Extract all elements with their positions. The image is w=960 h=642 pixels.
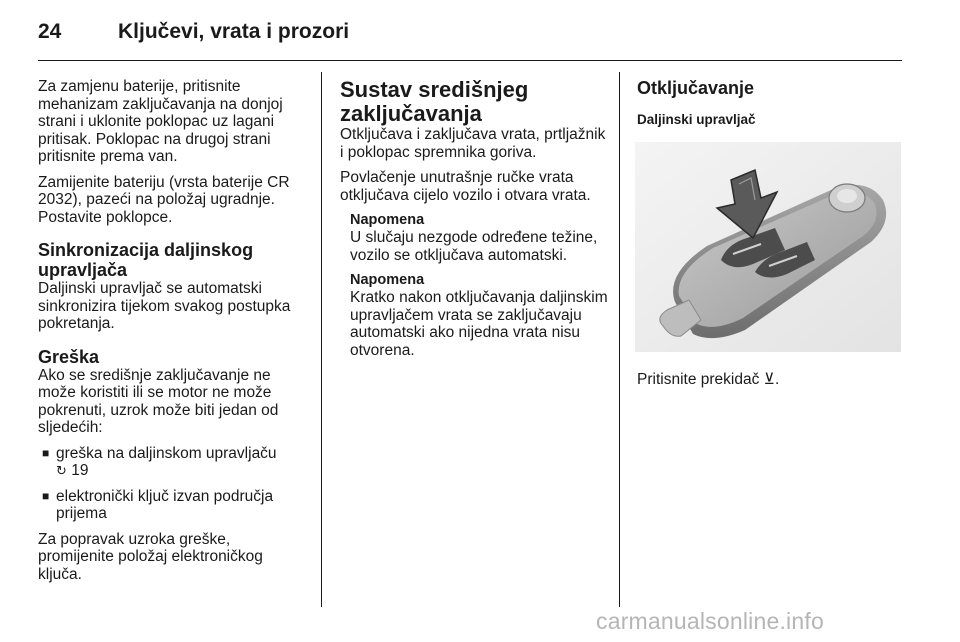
column-right xyxy=(637,78,907,397)
list-item-text: greška na daljinskom upravljaču xyxy=(56,444,277,462)
battery-replace-paragraph: Zamijenite bateriju (vrsta baterije CR 2032), pazeći na položaj ugradnje. Postavite poklopce. xyxy=(38,173,290,226)
bullet-icon: ■ xyxy=(42,488,50,503)
error-list xyxy=(38,445,310,523)
page-reference[interactable]: 19 xyxy=(71,462,89,479)
column-middle xyxy=(340,78,608,367)
column-divider xyxy=(321,72,322,607)
closing-text: Za popravak uzroka greške, promijenite položaj elektroničkog ključa. xyxy=(38,530,263,583)
sync-heading: Sinkronizacija daljinskog upravljača xyxy=(38,240,254,280)
battery-paragraph: Za zamjenu baterije, pritisnite mehanizam zaključavanja na donjoj strani i uklonite poklopac uz lagani pritisak. Poklopac na drugoj strani pritisnite prema van. xyxy=(38,78,283,165)
caption-suffix: . xyxy=(775,371,780,388)
column-divider xyxy=(619,72,620,607)
error-heading: Greška xyxy=(38,346,100,367)
note-text: Kratko nakon otključavanja daljinskim upravljačem vrata se zaključavaju automatski ako nijedna vrata nisu otvorena. xyxy=(350,289,608,359)
sync-section xyxy=(38,240,310,333)
note-title: Napomena xyxy=(350,272,425,288)
note-block xyxy=(350,212,608,264)
column-left xyxy=(38,78,310,591)
caption-prefix: Pritisnite prekidač xyxy=(637,371,760,388)
figure-caption xyxy=(637,371,907,389)
watermark: carmanualsonline.info xyxy=(596,608,824,634)
page-number: 24 xyxy=(38,20,62,43)
sync-text: Daljinski upravljač se automatski sinkronizira tijekom svakog postupka pokretanja. xyxy=(38,280,291,332)
page-header xyxy=(0,0,960,60)
unlock-symbol-icon: ⊻ xyxy=(763,371,775,388)
central-locking-heading: Sustav središnjeg zaključavanja xyxy=(340,77,529,126)
error-text: Ako se središnje zaključavanje ne može koristiti ili se motor ne može pokrenuti, uzrok može biti jedan od sljedećih: xyxy=(38,366,279,436)
remote-key-illustration xyxy=(635,142,901,352)
note-block xyxy=(350,272,608,359)
arrow-ref-icon: ↻ xyxy=(56,463,67,478)
header-rule xyxy=(38,60,902,61)
note-title: Napomena xyxy=(350,212,425,228)
list-item xyxy=(38,445,310,480)
page-title: Ključevi, vrata i prozori xyxy=(118,20,350,43)
list-item-text: elektronički ključ izvan područja prijema xyxy=(56,487,274,522)
bullet-icon: ■ xyxy=(42,445,50,460)
note-text: U slučaju nezgode određene težine, vozilo se otključava automatski. xyxy=(350,229,598,264)
central-locking-text: Otključava i zaključava vrata, prtljažnik i poklopac spremnika goriva. xyxy=(340,126,606,161)
list-item xyxy=(38,488,310,523)
unlocking-heading: Otključavanje xyxy=(637,78,755,98)
remote-control-subheading: Daljinski upravljač xyxy=(637,112,756,127)
error-section xyxy=(38,347,310,584)
door-handle-text: Povlačenje unutrašnje ručke vrata otključava cijelo vozilo i otvara vrata. xyxy=(340,169,591,204)
